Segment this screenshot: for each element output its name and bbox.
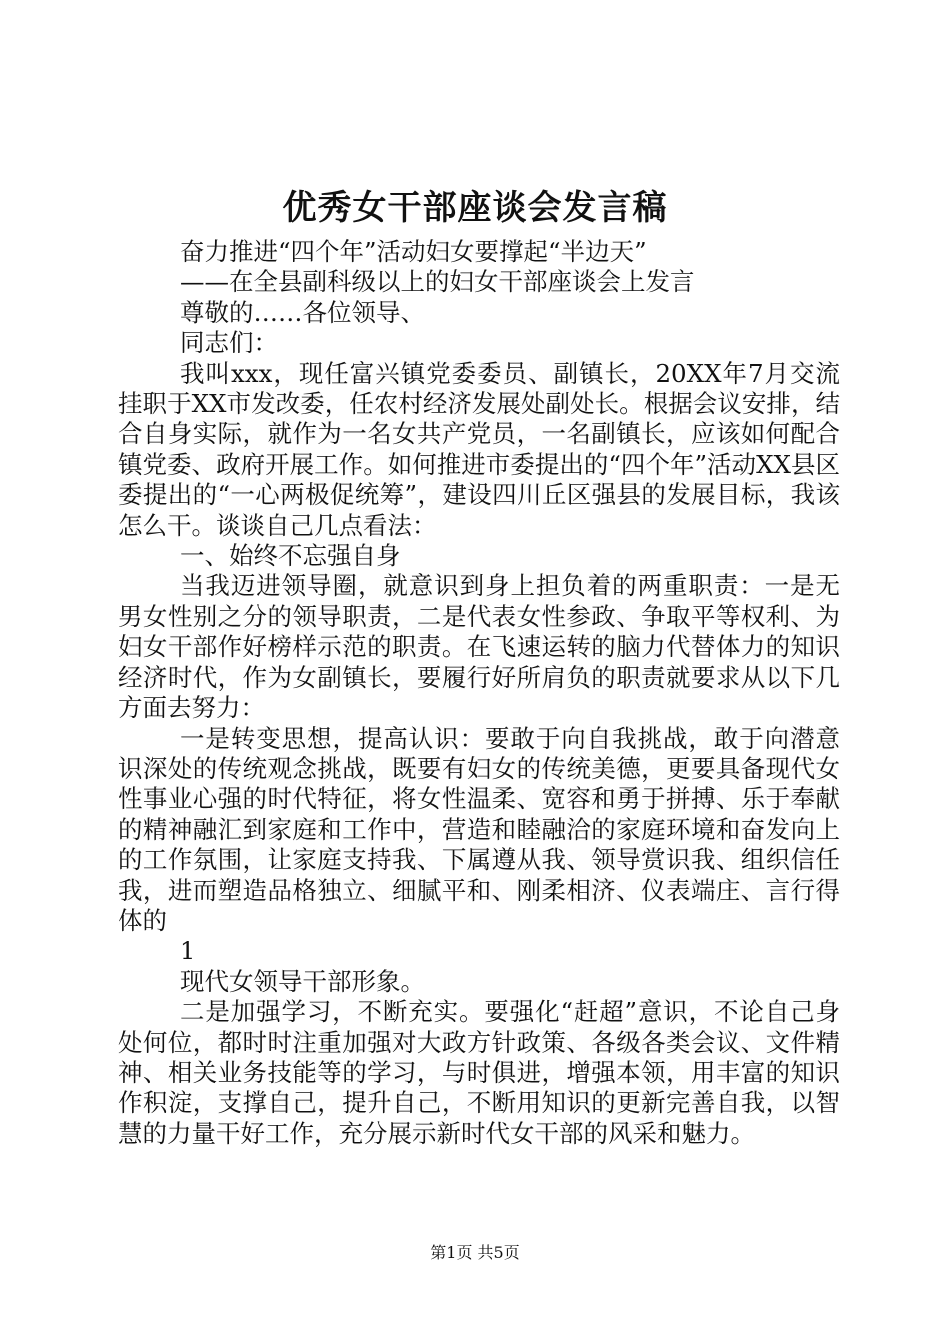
subtitle-line-2: ——在全县副科级以上的妇女干部座谈会上发言: [180, 267, 695, 297]
document-title: 优秀女干部座谈会发言稿: [282, 188, 668, 228]
subtitle-line-1: 奋力推进“四个年”活动妇女要撑起“半边天”: [180, 237, 647, 266]
paragraph-continuation: 现代女领导干部形象。: [180, 966, 425, 996]
page-footer: 第1页 共5页: [430, 1243, 520, 1262]
inline-page-number: 1: [180, 937, 196, 966]
section-heading-1: 一、始终不忘强自身: [180, 541, 401, 571]
paragraph-duties: 当我迈进领导圈，就意识到身上担负着的两重职责：一是无男女性别之分的领导职责，二是代表女性参政、争取平等权利、为妇女干部作好榜样示范的职责。在飞速运转的脑力代替体力的知识经济时代，作为女副镇长，要履行好所肩负的职责就要求从以下几方面去努力：: [118, 571, 840, 723]
paragraph-introduction: 我叫xxx，现任富兴镇党委委员、副镇长，20XX年7月交流挂职于XX市发改委，任农村经济发展处副处长。根据会议安排，结合自身实际，就作为一名女共产党员，一名副镇长，应该如何配合镇党委、政府开展工作。如何推进市委提出的“四个年”活动XX县区委提出的“一心两极促统筹”，建设四川丘区强县的发展目标，我该怎么干。谈谈自己几点看法：: [118, 358, 840, 540]
salutation-line-1: 尊敬的……各位领导、: [180, 297, 425, 327]
paragraph-point-2: 二是加强学习，不断充实。要强化“赶超”意识，不论自己身处何位，都时时注重加强对大政方针政策、各级各类会议、文件精神、相关业务技能等的学习，与时俱进，增强本领，用丰富的知识作积淀，支撑自己，提升自己，不断用知识的更新完善自我，以智慧的力量干好工作，充分展示新时代女干部的风采和魅力。: [118, 997, 840, 1148]
paragraph-point-1: 一是转变思想，提高认识：要敢于向自我挑战，敢于向潜意识深处的传统观念挑战，既要有妇女的传统美德，更要具备现代女性事业心强的时代特征，将女性温柔、宽容和勇于拼搏、乐于奉献的精神融汇到家庭和工作中，营造和睦融洽的家庭环境和奋发向上的工作氛围，让家庭支持我、下属遵从我、领导赏识我、组织信任我，进而塑造品格独立、细腻平和、刚柔相济、仪表端庄、言行得体的: [118, 723, 840, 935]
salutation-line-2: 同志们：: [180, 328, 278, 358]
document-body: [118, 237, 840, 1149]
